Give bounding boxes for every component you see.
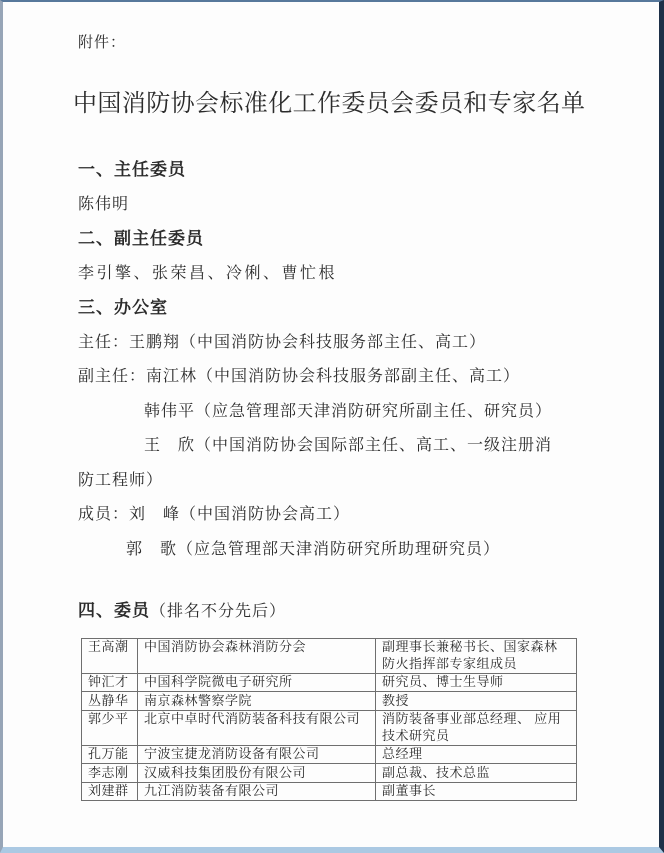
member-org-cell: 中国科学院微电子研究所 bbox=[138, 673, 376, 692]
member-org-cell: 宁波宝捷龙消防设备有限公司 bbox=[138, 745, 376, 764]
table-row bbox=[82, 692, 577, 711]
table-row bbox=[82, 764, 577, 783]
vice-chairmen-names: 李引擎、张荣昌、冷俐、曹忙根 bbox=[78, 264, 338, 282]
page-title: 中国消防协会标准化工作委员会委员和专家名单 bbox=[73, 91, 586, 117]
chairman-name: 陈伟明 bbox=[78, 195, 130, 213]
member-org-cell: 中国消防协会森林消防分会 bbox=[138, 638, 376, 673]
table-row bbox=[82, 638, 577, 673]
table-row bbox=[82, 745, 577, 764]
document-page bbox=[3, 2, 659, 847]
member-title-cell: 副理事长兼秘书长、国家森林防火指挥部专家组成员 bbox=[376, 638, 577, 673]
office-member-line-2: 郭 歌（应急管理部天津消防研究所助理研究员） bbox=[126, 540, 501, 558]
section-2-heading: 二、副主任委员 bbox=[78, 229, 204, 248]
member-org-cell: 北京中卓时代消防装备科技有限公司 bbox=[138, 710, 376, 745]
member-title-cell: 教授 bbox=[376, 692, 577, 711]
member-title-cell: 副董事长 bbox=[376, 782, 577, 801]
office-deputy-line-2: 韩伟平（应急管理部天津消防研究所副主任、研究员） bbox=[144, 402, 553, 420]
section-4-heading-bold: 四、委员 bbox=[78, 601, 150, 620]
table-row bbox=[82, 710, 577, 745]
office-deputy-line-3: 王 欣（中国消防协会国际部主任、高工、一级注册消 bbox=[144, 437, 553, 454]
section-3-heading: 三、办公室 bbox=[78, 298, 168, 317]
member-name-cell: 刘建群 bbox=[82, 782, 138, 801]
office-deputy-line-3-wrap: 防工程师） bbox=[78, 471, 164, 489]
table-row bbox=[82, 782, 577, 801]
section-1-heading: 一、主任委员 bbox=[78, 160, 186, 179]
attachment-label: 附件： bbox=[78, 35, 127, 51]
office-member-line-1: 成员：刘 峰（中国消防协会高工） bbox=[78, 506, 351, 523]
member-name-cell: 郭少平 bbox=[82, 710, 138, 745]
member-name-cell: 孔万能 bbox=[82, 745, 138, 764]
office-deputy-line-1: 副主任：南江林（中国消防协会科技服务部副主任、高工） bbox=[78, 368, 521, 385]
member-title-cell: 消防装备事业部总经理、 应用技术研究员 bbox=[376, 710, 577, 745]
section-4-heading bbox=[78, 594, 593, 630]
committee-members-table bbox=[81, 638, 577, 802]
member-name-cell: 丛静华 bbox=[82, 692, 138, 711]
member-name-cell: 李志刚 bbox=[82, 764, 138, 783]
section-4-heading-note: （排名不分先后） bbox=[150, 603, 287, 620]
member-title-cell: 副总裁、技术总监 bbox=[376, 764, 577, 783]
member-title-cell: 总经理 bbox=[376, 745, 577, 764]
member-name-cell: 钟汇才 bbox=[82, 673, 138, 692]
member-org-cell: 南京森林警察学院 bbox=[138, 692, 376, 711]
member-org-cell: 九江消防装备有限公司 bbox=[138, 782, 376, 801]
member-name-cell: 王高潮 bbox=[82, 638, 138, 673]
member-org-cell: 汉威科技集团股份有限公司 bbox=[138, 764, 376, 783]
office-director-line: 主任：王鹏翔（中国消防协会科技服务部主任、高工） bbox=[78, 333, 487, 351]
table-row bbox=[82, 673, 577, 692]
member-title-cell: 研究员、博士生导师 bbox=[376, 673, 577, 692]
